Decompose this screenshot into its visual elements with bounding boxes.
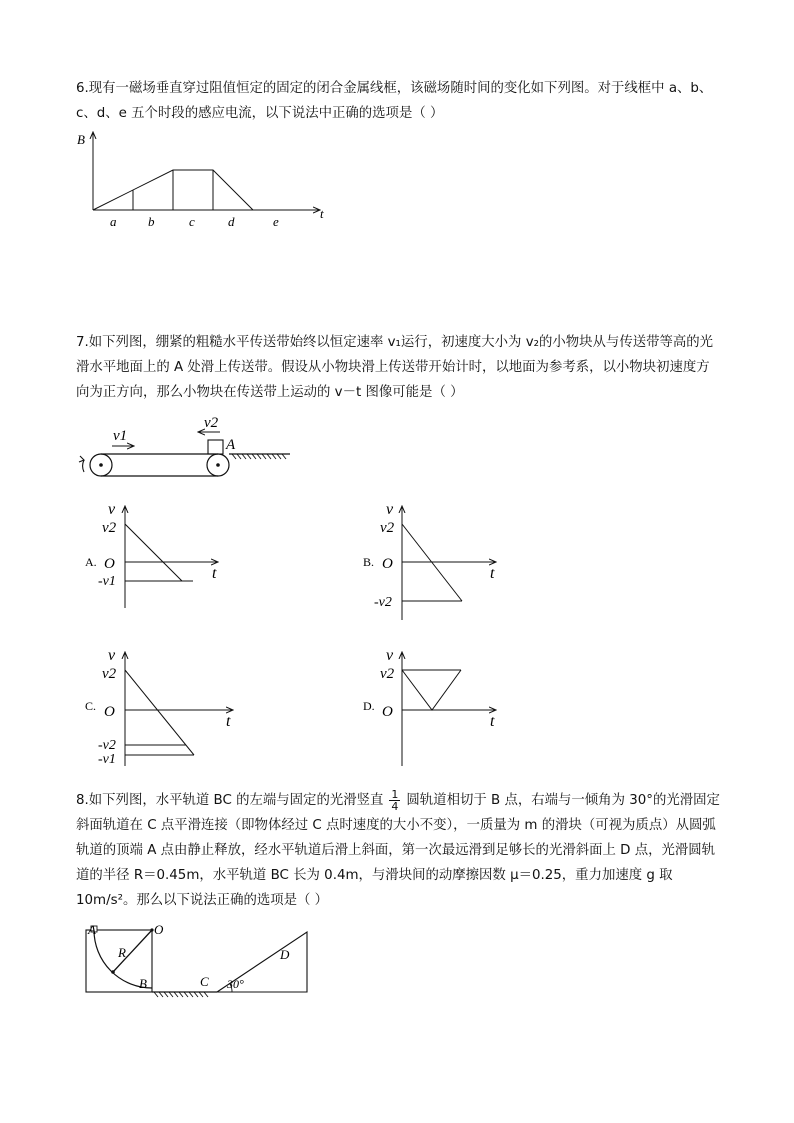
- q6-x-label: t: [320, 206, 324, 221]
- q7-belt-A: A: [226, 437, 236, 453]
- svg-text:t: t: [490, 565, 495, 582]
- svg-text:-v1: -v1: [98, 574, 116, 589]
- svg-text:30°: 30°: [227, 977, 244, 991]
- q7-belt-v2: v2: [204, 415, 219, 431]
- svg-text:v2: v2: [102, 520, 117, 536]
- q6-seg-c: c: [189, 214, 195, 229]
- q7-option-a: [84, 500, 244, 610]
- q7-belt-v1: v1: [113, 428, 128, 444]
- svg-text:O: O: [382, 556, 393, 572]
- svg-text:v: v: [386, 501, 394, 518]
- svg-text:C: C: [200, 974, 209, 989]
- question-7: [76, 330, 722, 405]
- q8-quarter-fraction: $\frac{1}{4}$: [391, 787, 399, 813]
- q6-seg-e: e: [273, 214, 279, 229]
- svg-text:A: A: [88, 922, 96, 937]
- q8-track-figure: [84, 922, 314, 1002]
- svg-text:t: t: [212, 565, 217, 582]
- question-6-text: 6.现有一磁场垂直穿过阻值恒定的固定的闭合金属线框，该磁场随时间的变化如下列图。对于线框中 a、b、c、d、e 五个时段的感应电流，以下说法中正确的选项是（ ）: [76, 81, 713, 121]
- svg-text:v: v: [386, 647, 394, 664]
- svg-text:O: O: [104, 556, 115, 572]
- svg-text:v2: v2: [102, 666, 117, 682]
- q7-option-d: [362, 646, 522, 771]
- q7-conveyor-figure: [70, 412, 300, 487]
- q6-seg-b: b: [148, 214, 155, 229]
- q7-c-letter: C.: [85, 699, 97, 713]
- q7-a-letter: A.: [85, 555, 97, 569]
- svg-text:R: R: [118, 945, 126, 960]
- q6-b-t-graph: [72, 128, 342, 230]
- svg-text:-v1: -v1: [98, 752, 116, 767]
- svg-text:t: t: [226, 713, 231, 730]
- svg-text:O: O: [104, 704, 115, 720]
- svg-text:v2: v2: [380, 520, 395, 536]
- svg-text:-v2: -v2: [374, 595, 392, 610]
- q7-option-c: [84, 646, 244, 771]
- svg-text:B: B: [139, 976, 147, 991]
- q7-d-letter: D.: [363, 699, 375, 713]
- q7-option-b: [362, 500, 522, 625]
- question-7-text: 7.如下列图，绷紧的粗糙水平传送带始终以恒定速率 v₁运行，初速度大小为 v₂的小物块从与传送带等高的光滑水平地面上的 A 处滑上传送带。假设从小物块滑上传送带开始计时，以地面为参考系，以小物块初速度方向为正方向，那么小物块在传送带上运动的 v－t 图像可能是（ ）: [76, 335, 714, 400]
- q6-y-label: B: [77, 132, 85, 147]
- question-8-text: 8.如下列图，水平轨道 BC 的左端与固定的光滑竖直 $\frac{1}{4}$ 圆轨道相切于 B 点，右端与一倾角为 30°的光滑固定斜面轨道在 C 点平滑连接（即物体经过 C 点时速度的大小不变），一质量为 m 的滑块（可视为质点）从圆弧轨道的顶端 A 点由静止释放，经水平轨道后滑上斜面，第一次最远滑到足够长的光滑斜面上 D 点，光滑圆轨道的半径 R＝0.45m，水平轨道 BC 长为 0.4m，与滑块间的动摩擦因数 μ＝0.25，重力加速度 g 取 10m/s²。那么以下说法正确的选项是（ ）: [76, 787, 720, 908]
- q6-seg-d: d: [228, 214, 235, 229]
- svg-text:v2: v2: [380, 666, 395, 682]
- svg-text:O: O: [154, 922, 164, 937]
- svg-text:O: O: [382, 704, 393, 720]
- q6-seg-a: a: [110, 214, 117, 229]
- svg-text:t: t: [490, 713, 495, 730]
- svg-text:v: v: [108, 501, 116, 518]
- q7-b-letter: B.: [363, 555, 375, 569]
- svg-text:-v2: -v2: [98, 738, 116, 753]
- svg-text:v: v: [108, 647, 116, 664]
- question-6: [76, 76, 722, 126]
- question-8: [76, 788, 722, 913]
- svg-text:D: D: [280, 947, 290, 962]
